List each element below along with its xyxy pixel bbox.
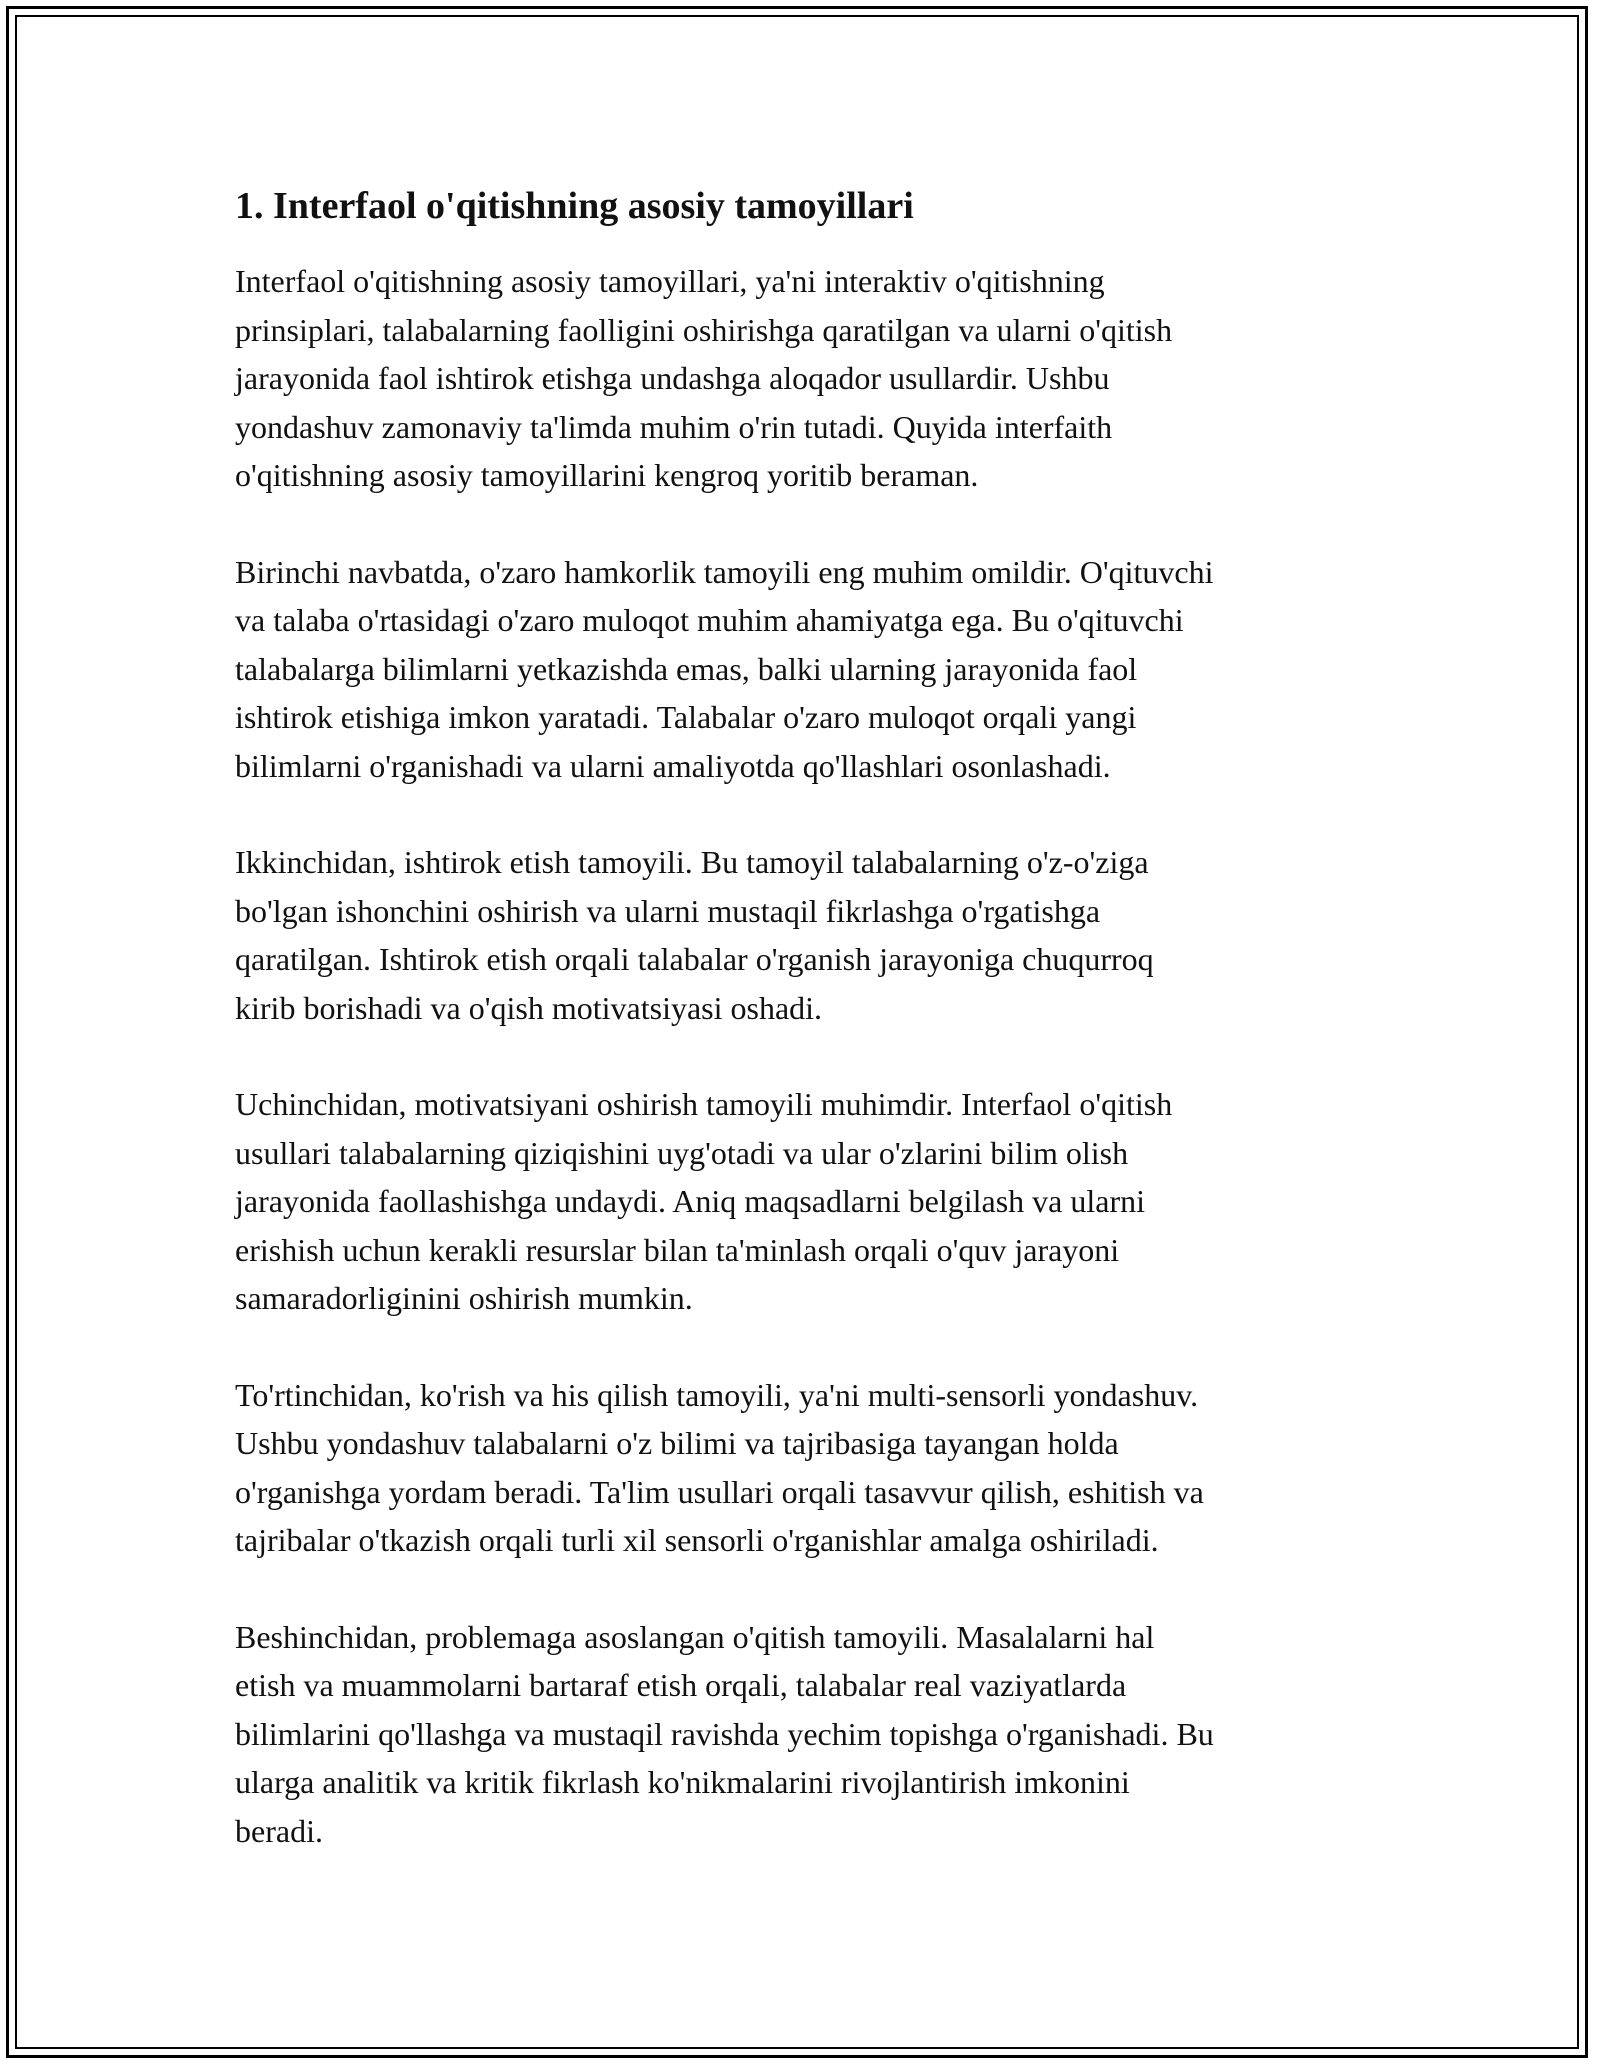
paragraph-problem-based: Beshinchidan, problemaga asoslangan o'qitish tamoyili. Masalalarni hal etish va muammolarni bartaraf etish orqali, talabalar real vaziyatlarda bilimlarini qo'llashga va mustaqil ravishda yechim topishga o'rganishadi. Bu ularga analitik va kritik fikrlash ko'nikmalarini rivojlantirish imkonini beradi. [235,1618,1214,1849]
paragraph-intro: Interfaol o'qitishning asosiy tamoyillari, ya'ni interaktiv o'qitishning prinsiplari, talabalarning faolligini oshirishga qaratilgan va ularni o'qitish jarayonida faol ishtirok etishga undashga aloqador usullardir. Ushbu yondashuv zamonaviy ta'limda muhim o'rin tutadi. Quyida interfaith o'qitishning asosiy tamoyillarini kengroq yoritib beraman. [235,263,1173,493]
document-title: 1. Interfaol o'qitishning asosiy tamoyillari [235,185,914,227]
paragraph-motivation: Uchinchidan, motivatsiyani oshirish tamoyili muhimdir. Interfaol o'qitish usullari talabalarning qiziqishini uyg'otadi va ular o'zlarini bilim olish jarayonida faollashishga undaydi. Aniq maqsadlarni belgilash va ularni erishish uchun kerakli resurslar bilan ta'minlash orqali o'quv jarayoni samaradorliginini oshirish mumkin. [235,1086,1173,1316]
document-body [235,182,1385,1903]
paragraph-multisensory: To'rtinchidan, ko'rish va his qilish tamoyili, ya'ni multi-sensorli yondashuv. Ushbu yondashuv talabalarni o'z bilimi va tajribasiga tayangan holda o'rganishga yordam beradi. Ta'lim usullari orqali tasavvur qilish, eshitish va tajribalar o'tkazish orqali turli xil sensorli o'rganishlar amalga oshiriladi. [235,1376,1204,1558]
paragraph-participation: Ikkinchidan, ishtirok etish tamoyili. Bu tamoyil talabalarning o'z-o'ziga bo'lgan ishonchini oshirish va ularni mustaqil fikrlashga o'rgatishga qaratilgan. Ishtirok etish orqali talabalar o'rganish jarayoniga chuqurroq kirib borishadi va o'qish motivatsiyasi oshadi. [235,844,1154,1026]
paragraph-collaboration: Birinchi navbatda, o'zaro hamkorlik tamoyili eng muhim omildir. O'qituvchi va talaba o'rtasidagi o'zaro muloqot muhim ahamiyatga ega. Bu o'qituvchi talabalarga bilimlarni yetkazishda emas, balki ularning jarayonida faol ishtirok etishiga imkon yaratadi. Talabalar o'zaro muloqot orqali yangi bilimlarni o'rganishadi va ularni amaliyotda qo'llashlari osonlashadi. [235,553,1214,784]
